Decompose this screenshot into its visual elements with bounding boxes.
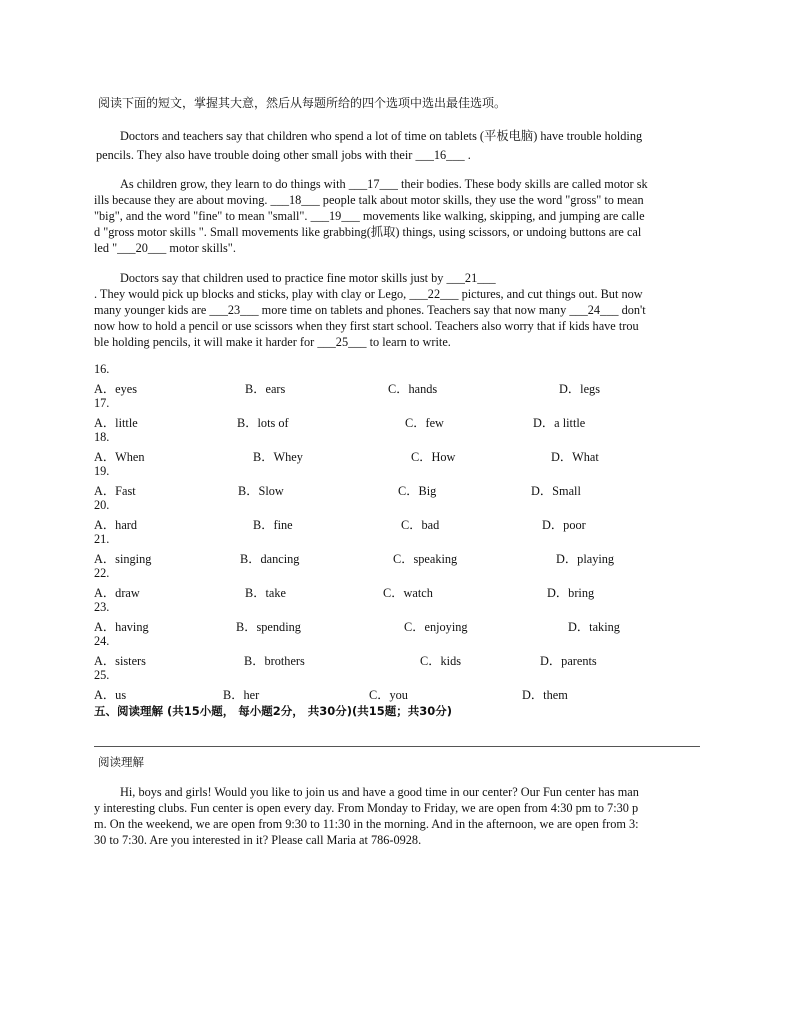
passage1-paragraph2 bbox=[94, 176, 700, 256]
option-d[interactable]: D．a little bbox=[533, 416, 586, 430]
option-a[interactable]: A．hard bbox=[94, 518, 138, 532]
option-c[interactable]: C．How bbox=[411, 450, 456, 464]
question-number: 25. bbox=[94, 668, 110, 682]
blank-21: ___21___ bbox=[446, 271, 496, 285]
passage-line: As children grow, they learn to do things with ___17___ their bodies. These body skills are called motor sk bbox=[120, 177, 648, 191]
question-number: 21. bbox=[94, 532, 110, 546]
option-d[interactable]: D．Small bbox=[531, 484, 581, 498]
option-a[interactable]: A．sisters bbox=[94, 654, 146, 668]
option-d[interactable]: D．taking bbox=[568, 620, 620, 634]
option-c[interactable]: C．few bbox=[405, 416, 444, 430]
option-b[interactable]: B．take bbox=[245, 586, 286, 600]
passage-line: m. On the weekend, we are open from 9:30 to 11:30 in the morning. And in the afternoon, we are open from 3: bbox=[94, 817, 639, 831]
passage-line: Doctors say that children used to practice fine motor skills just by ___21___ bbox=[120, 271, 496, 285]
blank-17: ___17___ bbox=[348, 177, 398, 191]
passage1-paragraph1 bbox=[94, 128, 700, 163]
option-d[interactable]: D．parents bbox=[540, 654, 597, 668]
passage-line: Doctors and teachers say that children who spend a lot of time on tablets (平板电脑) have trouble holding bbox=[120, 129, 643, 143]
option-a[interactable]: A．draw bbox=[94, 586, 140, 600]
passage-line: . They would pick up blocks and sticks, play with clay or Lego, ___22___ pictures, and cut things out. But now bbox=[94, 287, 643, 301]
option-a[interactable]: A．little bbox=[94, 416, 138, 430]
option-a[interactable]: A．Fast bbox=[94, 484, 136, 498]
option-c[interactable]: C．speaking bbox=[393, 552, 458, 566]
option-b[interactable]: B．dancing bbox=[240, 552, 300, 566]
option-b[interactable]: B．brothers bbox=[244, 654, 305, 668]
passage-line: now how to hold a pencil or use scissors when they first start school. Teachers also worry that if kids have trou bbox=[94, 319, 639, 333]
passage-line: led "___20___ motor skills". bbox=[94, 241, 236, 255]
option-d[interactable]: D．bring bbox=[547, 586, 595, 600]
option-c[interactable]: C．Big bbox=[398, 484, 437, 498]
option-b[interactable]: B．spending bbox=[236, 620, 301, 634]
passage-line: d "gross motor skills ". Small movements like grabbing(抓取) things, using scissors, or undoing buttons are cal bbox=[94, 225, 642, 239]
question-number: 22. bbox=[94, 566, 110, 580]
option-b[interactable]: B．lots of bbox=[237, 416, 289, 430]
question-number: 19. bbox=[94, 464, 110, 478]
blank-22: ___22___ bbox=[409, 287, 459, 301]
option-b[interactable]: B．her bbox=[223, 688, 260, 702]
passage-line: Hi, boys and girls! Would you like to join us and have a good time in our center? Our Fun center has man bbox=[120, 785, 639, 799]
blank-24: ___24___ bbox=[569, 303, 619, 317]
option-d[interactable]: D．poor bbox=[542, 518, 586, 532]
instruction-text: 阅读下面的短文，掌握其大意，然后从每题所给的四个选项中选出最佳选项。 bbox=[98, 96, 507, 110]
passage-line: pencils. They also have trouble doing other small jobs with their ___16___ . bbox=[96, 148, 471, 162]
question-number: 16. bbox=[94, 362, 110, 376]
option-b[interactable]: B．fine bbox=[253, 518, 293, 532]
reading-label: 阅读理解 bbox=[98, 755, 144, 769]
question-number: 24. bbox=[94, 634, 110, 648]
blank-23: ___23___ bbox=[209, 303, 259, 317]
blank-20: ___20___ bbox=[117, 241, 167, 255]
option-a[interactable]: A．singing bbox=[94, 552, 152, 566]
blank-25: ___25___ bbox=[317, 335, 367, 349]
option-a[interactable]: A．having bbox=[94, 620, 149, 634]
blank-18: ___18___ bbox=[270, 193, 320, 207]
option-a[interactable]: A．When bbox=[94, 450, 145, 464]
question-number: 17. bbox=[94, 396, 110, 410]
option-b[interactable]: B．Whey bbox=[253, 450, 303, 464]
option-a[interactable]: A．us bbox=[94, 688, 127, 702]
passage2-paragraph bbox=[94, 784, 700, 848]
option-b[interactable]: B．Slow bbox=[238, 484, 284, 498]
section-divider bbox=[94, 746, 700, 747]
blank-16: ___16___ bbox=[415, 148, 465, 162]
passage1-paragraph3 bbox=[94, 270, 700, 350]
option-d[interactable]: D．What bbox=[551, 450, 599, 464]
option-c[interactable]: C．kids bbox=[420, 654, 461, 668]
option-c[interactable]: C．bad bbox=[401, 518, 440, 532]
option-c[interactable]: C．watch bbox=[383, 586, 433, 600]
question-number: 20. bbox=[94, 498, 110, 512]
question-number: 18. bbox=[94, 430, 110, 444]
option-c[interactable]: C．you bbox=[369, 688, 408, 702]
passage-line: ills because they are about moving. ___18___ people talk about motor skills, they use the word "gross" to mean bbox=[94, 193, 644, 207]
passage-line: ble holding pencils, it will make it harder for ___25___ to learn to write. bbox=[94, 335, 451, 349]
passage-line: many younger kids are ___23___ more time on tablets and phones. Teachers say that now many ___24___ don't bbox=[94, 303, 646, 317]
passage-line: 30 to 7:30. Are you interested in it? Please call Maria at 786-0928. bbox=[94, 833, 422, 847]
option-c[interactable]: C．hands bbox=[388, 382, 438, 396]
option-d[interactable]: D．playing bbox=[556, 552, 615, 566]
option-d[interactable]: D．them bbox=[522, 688, 568, 702]
passage-line: y interesting clubs. Fun center is open every day. From Monday to Friday, we are open from 4:30 pm to 7:30 p bbox=[94, 801, 639, 815]
option-b[interactable]: B．ears bbox=[245, 382, 286, 396]
option-a[interactable]: A．eyes bbox=[94, 382, 138, 396]
question-number: 23. bbox=[94, 600, 110, 614]
section-heading: 五、阅读理解 (共15小题， 每小题2分， 共30分)(共15题；共30分) bbox=[94, 704, 453, 718]
blank-19: ___19___ bbox=[310, 209, 360, 223]
option-d[interactable]: D．legs bbox=[559, 382, 600, 396]
passage-line: "big", and the word "fine" to mean "small". ___19___ movements like walking, skipping, and jumping are calle bbox=[94, 209, 645, 223]
option-c[interactable]: C．enjoying bbox=[404, 620, 468, 634]
